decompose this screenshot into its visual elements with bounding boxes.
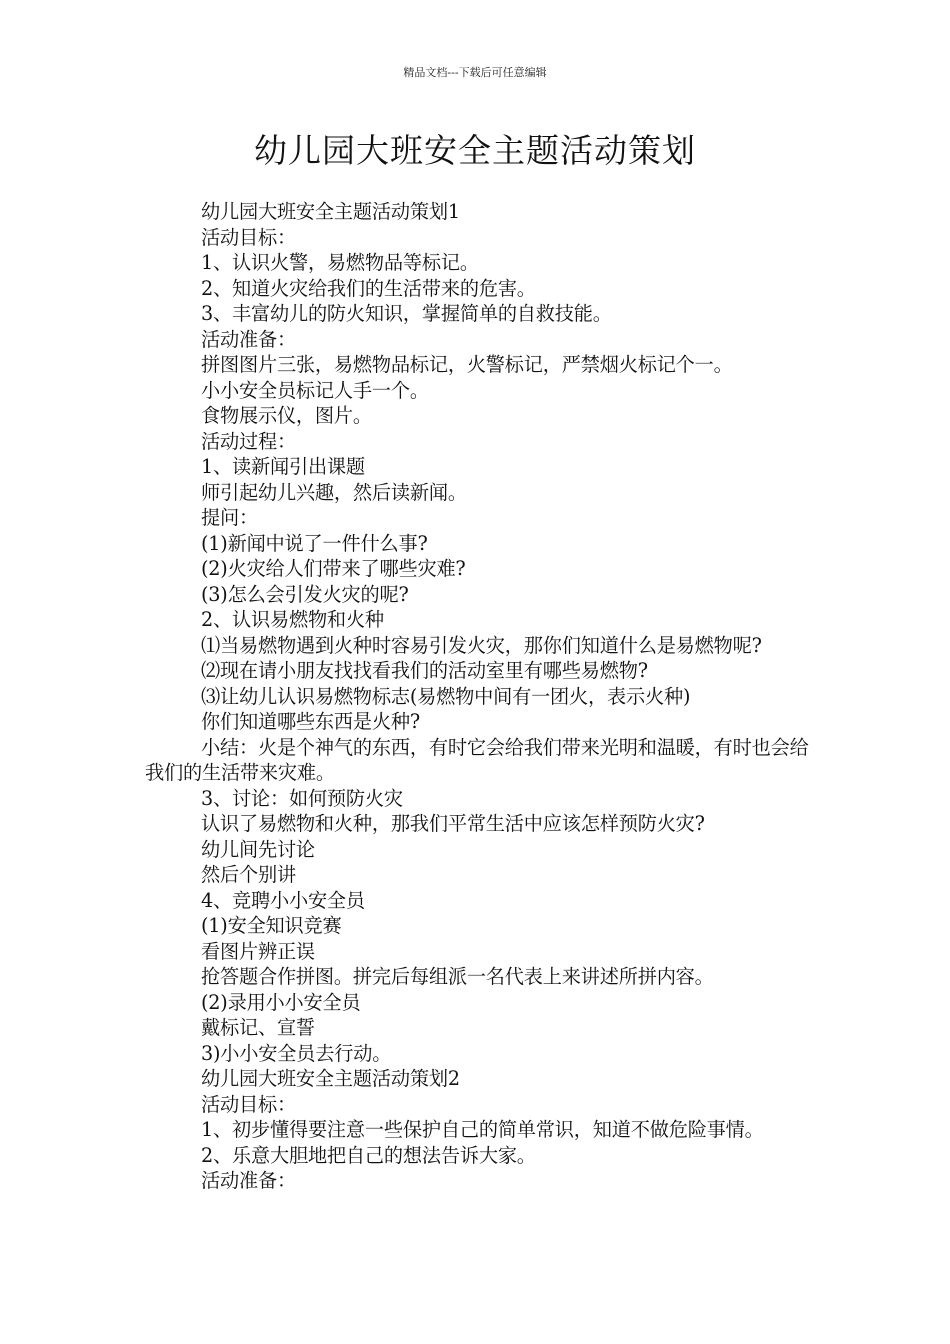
- body-line: 你们知道哪些东西是火种?: [201, 710, 420, 733]
- body-line: 认识了易燃物和火种，那我们平常生活中应该怎样预防火灾?: [201, 812, 705, 835]
- body-line: (2)火灾给人们带来了哪些灾难?: [201, 557, 466, 580]
- body-line: 3)小小安全员去行动。: [201, 1041, 392, 1065]
- body-line: (3)怎么会引发火灾的呢?: [201, 582, 409, 606]
- body-line: (1)新闻中说了一件什么事?: [201, 531, 428, 555]
- body-line: 戴标记、宣誓: [201, 1016, 315, 1039]
- body-paragraph: 1、初步懂得要注意一些保护自己的简单常识，知道不做危险事情。: [201, 1118, 764, 1141]
- body-line: 活动过程：: [201, 429, 296, 453]
- body-line: 然后个别讲: [201, 863, 296, 886]
- document-body: [145, 199, 825, 1194]
- body-line: 小小安全员标记人手一个。: [201, 378, 429, 402]
- body-line: 抢答题合作拼图。拼完后每组派一名代表上来讲述所拼内容。: [201, 965, 714, 988]
- body-line: 幼儿间先讨论: [201, 837, 315, 861]
- body-line: 幼儿园大班安全主题活动策划2: [201, 1067, 460, 1090]
- body-paragraph: 小结：火是个神气的东西，有时它会给我们带来光明和温暖，有时也会给我们的生活带来灾难。: [145, 735, 809, 784]
- body-line: (2)录用小小安全员: [201, 990, 361, 1014]
- body-line: 活动目标：: [201, 225, 296, 249]
- body-line: 4、竞聘小小安全员: [201, 888, 365, 912]
- body-line: 3、讨论：如何预防火灾: [201, 786, 403, 810]
- body-line: 1、认识火警，易燃物品等标记。: [201, 251, 479, 274]
- body-line: 活动准备：: [201, 1169, 296, 1192]
- body-line: 提问：: [201, 506, 258, 529]
- body-line: 1、读新闻引出课题: [201, 455, 365, 478]
- body-line: (1)安全知识竞赛: [201, 914, 342, 937]
- body-line: 3、丰富幼儿的防火知识，掌握简单的自救技能。: [201, 302, 612, 325]
- body-line: ⑶让幼儿认识易燃物标志(易燃物中间有一团火，表示火种): [201, 684, 691, 708]
- body-line: 师引起幼儿兴趣，然后读新闻。: [201, 480, 467, 504]
- page-header: 精品文档---下载后可任意编辑: [403, 66, 547, 79]
- body-paragraph: ⑴当易燃物遇到火种时容易引发火灾，那你们知道什么是易燃物呢?: [201, 633, 762, 657]
- body-line: 幼儿园大班安全主题活动策划1: [201, 200, 460, 223]
- document-title: 幼儿园大班安全主题活动策划: [254, 131, 696, 170]
- body-line: 食物展示仪，图片。: [201, 404, 372, 427]
- body-line: 拼图图片三张，易燃物品标记，火警标记，严禁烟火标记个一。: [201, 353, 733, 376]
- body-line: 2、认识易燃物和火种: [201, 608, 384, 631]
- body-line: 2、乐意大胆地把自己的想法告诉大家。: [201, 1143, 536, 1167]
- body-line: 2、知道火灾给我们的生活带来的危害。: [201, 276, 536, 300]
- body-line: 活动准备：: [201, 327, 296, 351]
- body-line: ⑵现在请小朋友找找看我们的活动室里有哪些易燃物?: [201, 659, 648, 682]
- body-line: 活动目标：: [201, 1092, 296, 1116]
- body-line: 看图片辨正误: [201, 939, 315, 963]
